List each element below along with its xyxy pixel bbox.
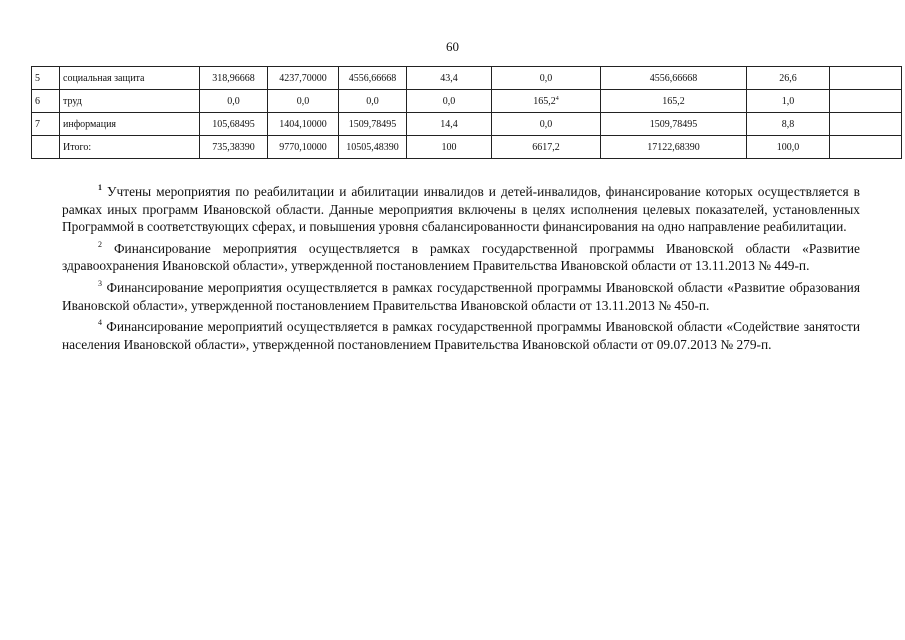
cell-value: 0,0 xyxy=(268,90,339,113)
row-name: информация xyxy=(60,113,200,136)
footnote xyxy=(62,314,860,353)
footnote-text: Финансирование мероприятия осуществляется в рамках государственной программы Ивановской области «Развитие образования Ивановской области», утвержденной постановлением Правительства Ивановской области от 13.11.2013 № 450-п. xyxy=(62,279,860,313)
cell-value: 0,0 xyxy=(200,90,268,113)
footnotes xyxy=(62,179,860,353)
footnote-mark: 4 xyxy=(98,318,102,328)
row-number: 6 xyxy=(32,90,60,113)
row-name: труд xyxy=(60,90,200,113)
cell-value: 1509,78495 xyxy=(601,113,747,136)
cell-number: 6617,2 xyxy=(532,141,560,153)
cell-empty xyxy=(830,67,902,90)
row-name: Итого: xyxy=(60,136,200,159)
cell-value xyxy=(492,136,601,159)
cell-value: 165,2 xyxy=(601,90,747,113)
cell-value xyxy=(492,113,601,136)
table-row xyxy=(32,67,902,90)
footnote-ref: 4 xyxy=(555,95,559,102)
cell-value: 735,38390 xyxy=(200,136,268,159)
table-row xyxy=(32,113,902,136)
cell-value: 1404,10000 xyxy=(268,113,339,136)
page-number: 60 xyxy=(446,39,459,54)
cell-empty xyxy=(830,90,902,113)
cell-value: 318,96668 xyxy=(200,67,268,90)
cell-value: 9770,10000 xyxy=(268,136,339,159)
cell-value xyxy=(492,90,601,113)
row-number: 5 xyxy=(32,67,60,90)
footnote xyxy=(62,179,860,236)
cell-value: 4556,66668 xyxy=(601,67,747,90)
cell-value: 100,0 xyxy=(747,136,830,159)
row-name: социальная защита xyxy=(60,67,200,90)
cell-number: 0,0 xyxy=(539,72,553,84)
cell-value: 1,0 xyxy=(747,90,830,113)
cell-value: 1509,78495 xyxy=(339,113,407,136)
footnote-text: Финансирование мероприятий осуществляется в рамках государственной программы Ивановской области «Содействие занятости населения Ивановской области», утвержденной постановлением Правительства Ивановской области от 09.07.2013 № 279-п. xyxy=(62,319,860,352)
cell-value: 0,0 xyxy=(407,90,492,113)
cell-number: 0,0 xyxy=(539,118,553,130)
footnote-mark: 3 xyxy=(98,278,102,288)
cell-empty xyxy=(830,113,902,136)
cell-value: 4556,66668 xyxy=(339,67,407,90)
footnote-text: Финансирование мероприятия осуществляется в рамках государственной программы Ивановской области «Развитие здравоохранения Ивановской области», утвержденной постановлением Правительства Ивановской области от 13.11.2013 № 449-п. xyxy=(62,240,860,274)
cell-value xyxy=(492,67,601,90)
footnote xyxy=(62,275,860,314)
cell-value: 100 xyxy=(407,136,492,159)
footnote-mark: 1 xyxy=(98,183,102,192)
row-number xyxy=(32,136,60,159)
cell-value: 26,6 xyxy=(747,67,830,90)
footnote-text: Учтены мероприятия по реабилитации и абилитации инвалидов и детей-инвалидов, финансирование которых осуществляется в рамках иных программ Ивановской области. Данные мероприятия включены в целях исполнения целевых показателей, установленных Программой в соответствующих сферах, и повышения уровня сбалансированности финансирования на одно направление реабилитации. xyxy=(62,184,860,235)
cell-value: 8,8 xyxy=(747,113,830,136)
cell-number: 165,2 xyxy=(533,95,556,107)
cell-value: 105,68495 xyxy=(200,113,268,136)
cell-empty xyxy=(830,136,902,159)
cell-value: 43,4 xyxy=(407,67,492,90)
cell-value: 10505,48390 xyxy=(339,136,407,159)
footnote xyxy=(62,236,860,275)
cell-value: 17122,68390 xyxy=(601,136,747,159)
cell-value: 0,0 xyxy=(339,90,407,113)
table-row-total xyxy=(32,136,902,159)
budget-table xyxy=(31,66,902,159)
footnote-mark: 2 xyxy=(98,239,102,249)
cell-value: 4237,70000 xyxy=(268,67,339,90)
table-row xyxy=(32,90,902,113)
cell-value: 14,4 xyxy=(407,113,492,136)
row-number: 7 xyxy=(32,113,60,136)
